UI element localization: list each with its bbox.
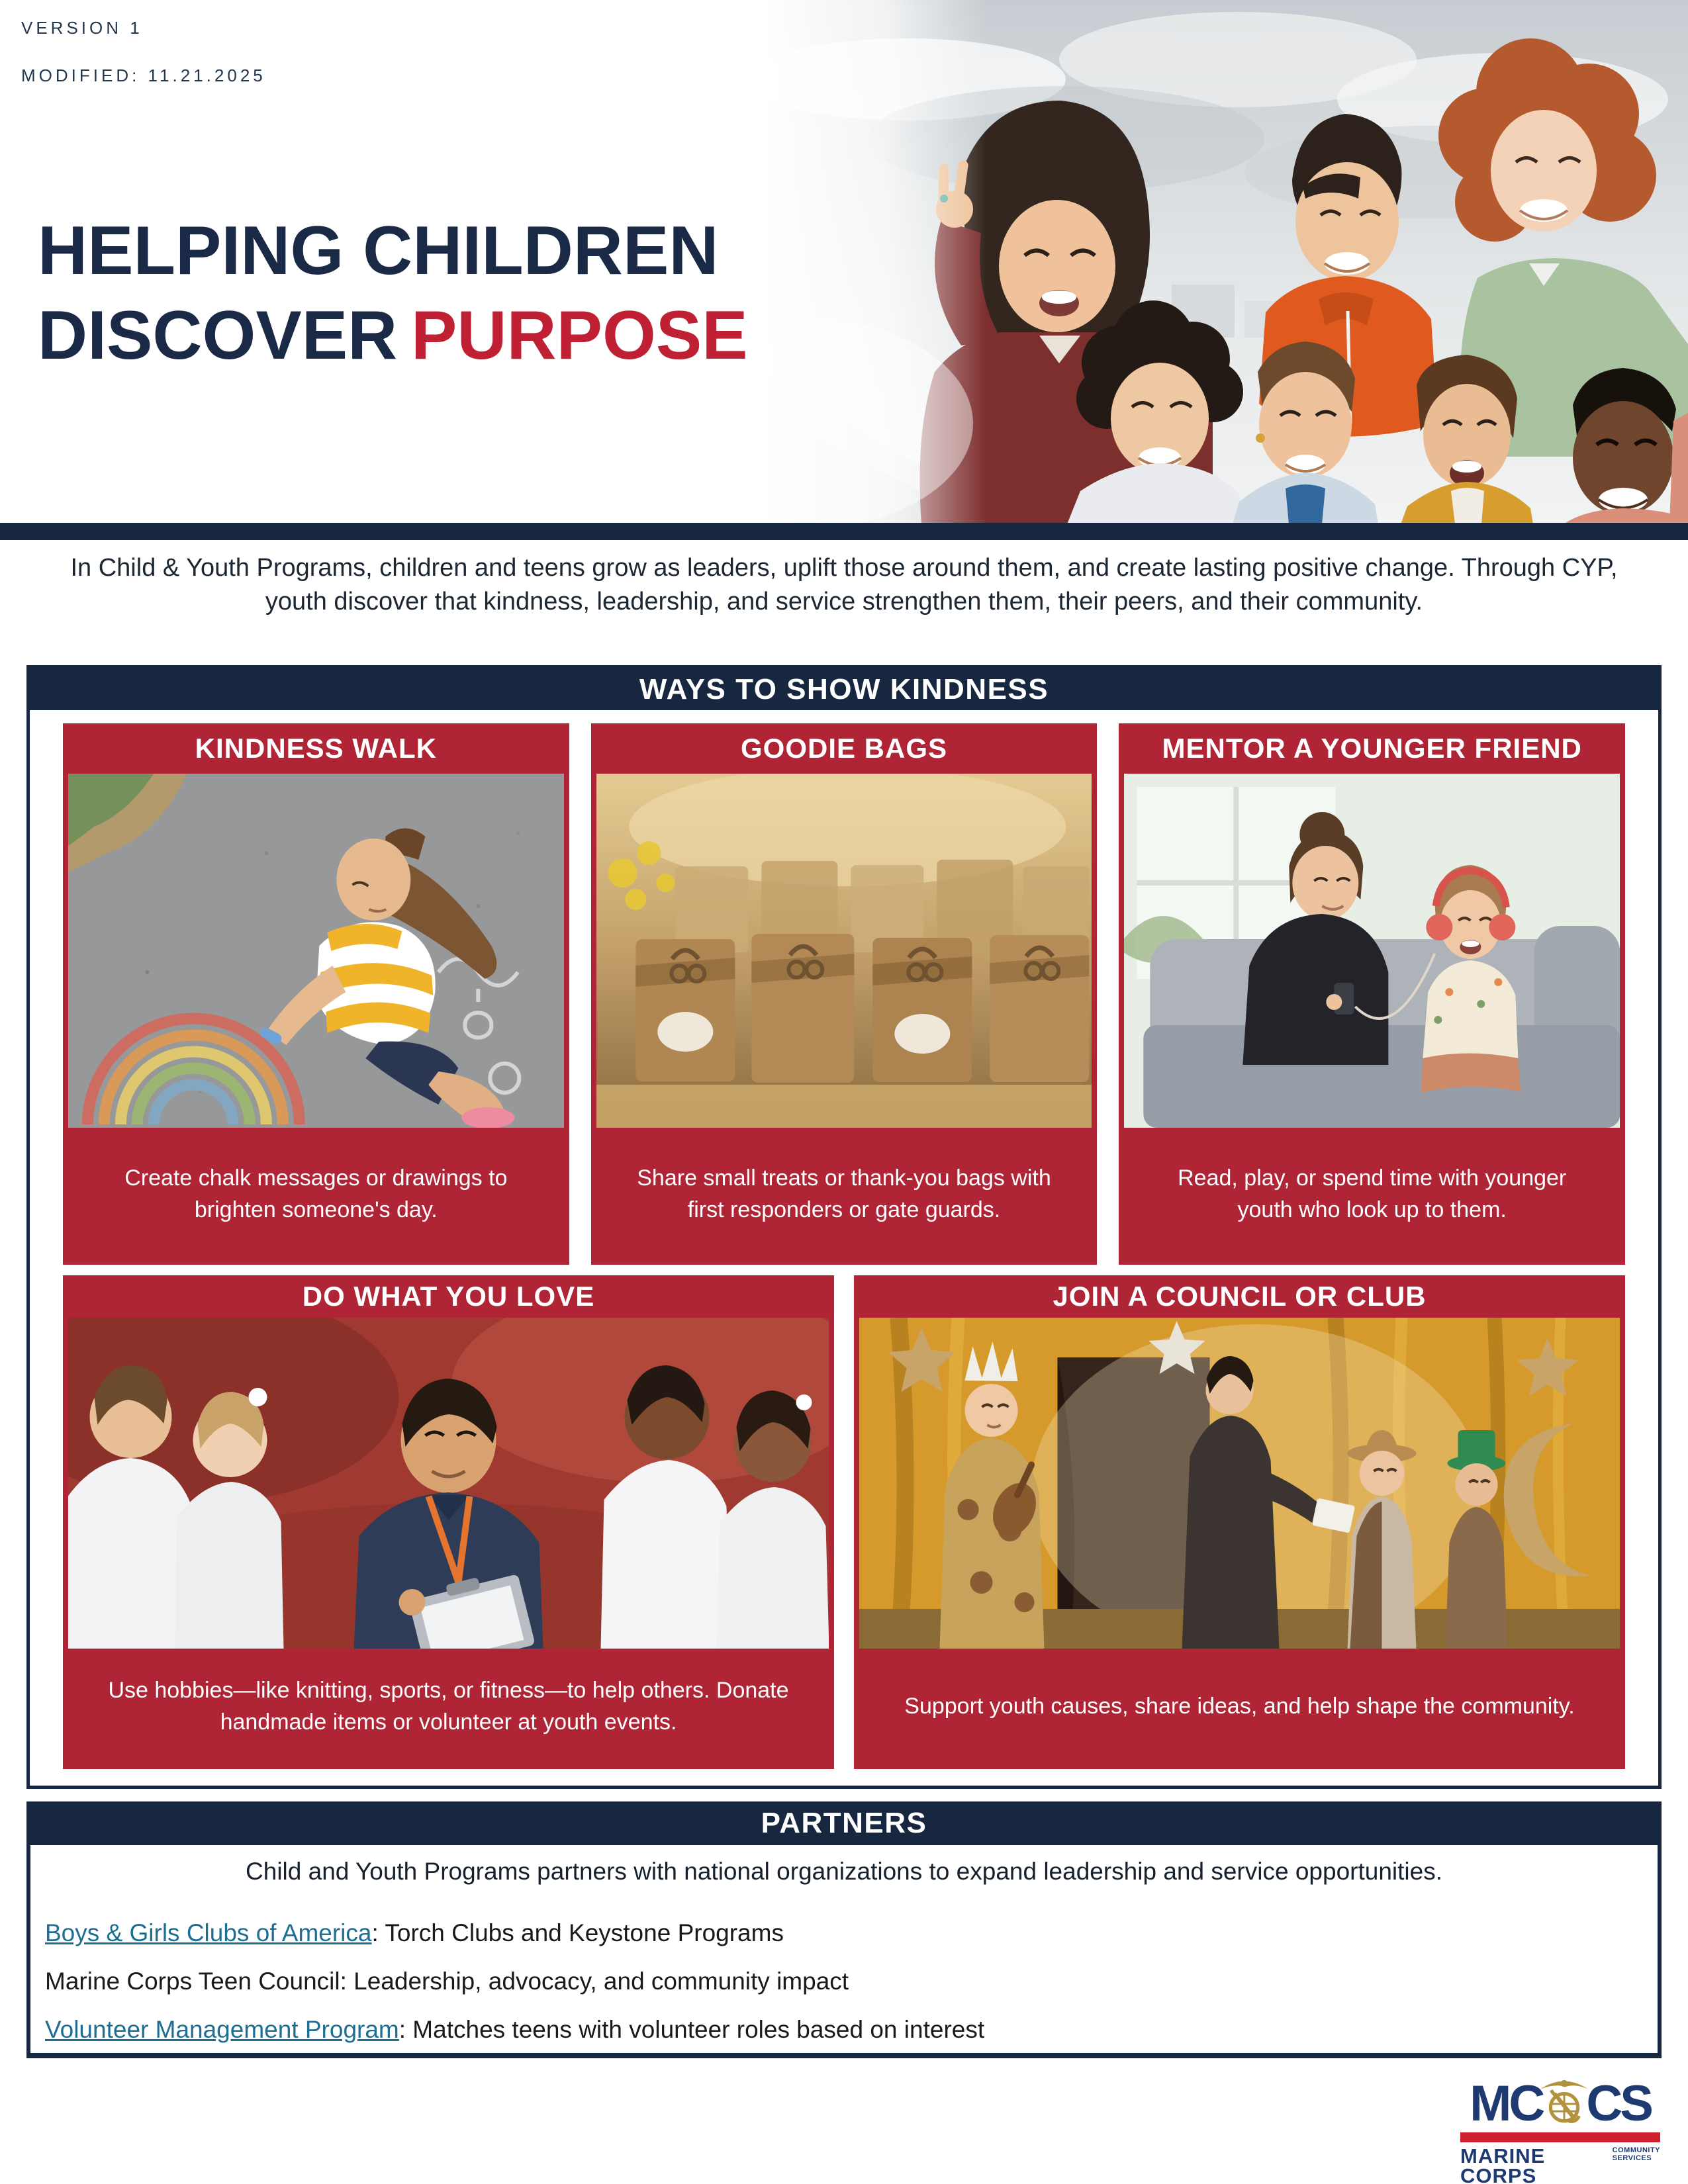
card-goodie-bags — [591, 723, 1098, 1265]
card-title: JOIN A COUNCIL OR CLUB — [1053, 1281, 1427, 1312]
version-label: VERSION 1 — [21, 18, 143, 38]
green-hat-kid — [1446, 1430, 1508, 1649]
kindness-section-header: WAYS TO SHOW KINDNESS — [30, 668, 1658, 710]
card-title: MENTOR A YOUNGER FRIEND — [1162, 733, 1582, 764]
bgca-link[interactable]: Boys & Girls Clubs of America — [45, 1919, 372, 1946]
hero-photo — [761, 0, 1688, 524]
partners-section — [26, 1845, 1662, 2058]
logo-red-bar — [1460, 2132, 1660, 2142]
card-title: KINDNESS WALK — [195, 733, 438, 764]
card-kindness-walk — [63, 723, 569, 1265]
logo-community-services-text: COMMUNITY SERVICES — [1612, 2146, 1660, 2162]
mccs-logo — [1460, 2075, 1660, 2184]
bgca-desc: : Torch Clubs and Keystone Programs — [371, 1919, 784, 1946]
goodie-bags-photo — [596, 774, 1092, 1128]
hero-photo-illustration — [761, 0, 1688, 524]
card-title: GOODIE BAGS — [740, 733, 948, 764]
teen-council-label: Marine Corps Teen Council — [45, 1968, 340, 1995]
card-caption: Create chalk messages or drawings to brighten someone's day. — [124, 1165, 508, 1222]
mentor-photo — [1124, 774, 1620, 1128]
kindness-section — [26, 665, 1662, 1789]
do-what-you-love-photo — [68, 1318, 829, 1649]
card-do-what-you-love — [63, 1275, 834, 1769]
teen-council-desc: : Leadership, advocacy, and community impact — [340, 1968, 849, 1995]
modified-label: MODIFIED: 11.21.2025 — [21, 66, 266, 85]
title-line2-red: PURPOSE — [411, 297, 748, 374]
title-line1: HELPING CHILDREN — [38, 212, 719, 289]
version-info — [21, 16, 266, 87]
partner-item-teen-council — [45, 1968, 1658, 1995]
card-caption: Share small treats or thank-you bags with first responders or gate guards. — [637, 1165, 1051, 1222]
title-line2-navy: DISCOVER — [38, 297, 398, 374]
card-caption: Support youth causes, share ideas, and help shape the community. — [904, 1694, 1575, 1719]
logo-cs-text: CS — [1586, 2075, 1651, 2132]
kindness-walk-photo — [68, 774, 564, 1128]
join-council-photo — [859, 1318, 1620, 1649]
partners-list — [30, 1919, 1658, 2044]
partner-item-bgca — [45, 1919, 1658, 1947]
card-caption: Read, play, or spend time with younger youth who look up to them. — [1178, 1165, 1567, 1222]
card-mentor — [1119, 723, 1625, 1265]
card-title: DO WHAT YOU LOVE — [302, 1281, 595, 1312]
card-caption: Use hobbies—like knitting, sports, or fitness—to help others. Donate handmade items or volunteer at youth events. — [108, 1678, 789, 1735]
partner-item-vmp — [45, 2016, 1658, 2044]
vmp-desc: : Matches teens with volunteer roles based on interest — [399, 2016, 985, 2043]
vmp-link[interactable]: Volunteer Management Program — [45, 2016, 399, 2043]
card-join-council — [854, 1275, 1625, 1769]
page-title — [38, 208, 748, 378]
partners-intro: Child and Youth Programs partners with national organizations to expand leadership and service opportunities. — [246, 1858, 1442, 1885]
logo-marine-corps-text: MARINE CORPS — [1460, 2144, 1546, 2184]
logo-mc-text: MC — [1470, 2075, 1543, 2132]
eagle-globe-anchor-icon — [1536, 2075, 1593, 2132]
partners-section-header: PARTNERS — [26, 1801, 1662, 1845]
hero-divider-bar — [0, 523, 1688, 540]
intro-paragraph: In Child & Youth Programs, children and teens grow as leaders, uplift those around them, and create lasting positive change. Through CYP, youth discover that kindness, leadership, and service strengthen them, their peers, and their community. — [70, 554, 1618, 615]
